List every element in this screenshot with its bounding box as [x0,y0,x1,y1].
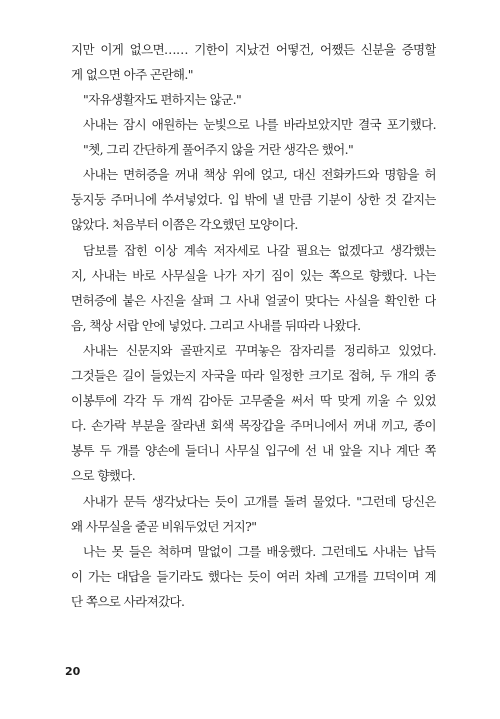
body-line-23: 단 쪽으로 사라져갔다. [71,594,185,609]
body-line-14: 그것들은 길이 들었는지 자국을 따라 일정한 크기로 접혀, 두 개의 종 [71,368,436,383]
body-line-1: 지만 이게 없으면…… 기한이 지났건 어떻건, 어쨌든 신분을 증명할 [71,42,436,57]
body-line-7: 둥지둥 주머니에 쑤셔넣었다. 입 밖에 낼 만큼 기분이 상한 것 같지는 [71,192,436,207]
body-line-21: 나는 못 들은 척하며 말없이 그를 배웅했다. 그런데도 사내는 납득 [83,544,436,559]
body-line-20: 왜 사무실을 줄곧 비워두었던 거지?" [71,519,257,534]
page-number: 20 [65,665,81,678]
body-line-18: 으로 향했다. [71,468,136,483]
body-line-4: 사내는 잠시 애원하는 눈빛으로 나를 바라보았지만 결국 포기했다. [83,117,436,132]
body-line-5: "쳇, 그리 간단하게 풀어주지 않을 거란 생각은 했어." [83,142,354,157]
body-line-3: "자유생활자도 편하지는 않군." [83,92,242,107]
body-line-9: 담보를 잡힌 이상 계속 저자세로 나갈 필요는 없겠다고 생각했는 [83,243,436,258]
body-line-17: 봉투 두 개를 양손에 들더니 사무실 입구에 선 내 앞을 지나 계단 쪽 [71,443,436,458]
body-line-11: 면허증에 붙은 사진을 살펴 그 사내 얼굴이 맞다는 사실을 확인한 다 [71,293,436,308]
body-line-19: 사내가 문득 생각났다는 듯이 고개를 돌려 물었다. "그런데 당신은 [83,494,436,509]
body-line-16: 다. 손가락 부분을 잘라낸 회색 목장갑을 주머니에서 꺼내 끼고, 종이 [71,418,436,433]
body-line-2: 게 없으면 아주 곤란해." [71,67,193,82]
body-line-22: 이 가는 대답을 들기라도 했다는 듯이 여러 차례 고개를 끄덕이며 계 [71,569,436,584]
body-line-8: 않았다. 처음부터 이쯤은 각오했던 모양이다. [71,217,298,232]
body-line-13: 사내는 신문지와 골판지로 꾸며놓은 잠자리를 정리하고 있었다. [83,343,436,358]
body-line-6: 사내는 면허증을 꺼내 책상 위에 얹고, 대신 전화카드와 명함을 허 [83,167,436,182]
body-line-10: 지, 사내는 바로 사무실을 나가 자기 짐이 있는 쪽으로 향했다. 나는 [71,268,436,283]
body-line-15: 이봉투에 각각 두 개씩 감아둔 고무줄을 써서 딱 맞게 끼울 수 있었 [71,393,436,408]
body-line-12: 음, 책상 서랍 안에 넣었다. 그리고 사내를 뒤따라 나왔다. [71,318,361,333]
